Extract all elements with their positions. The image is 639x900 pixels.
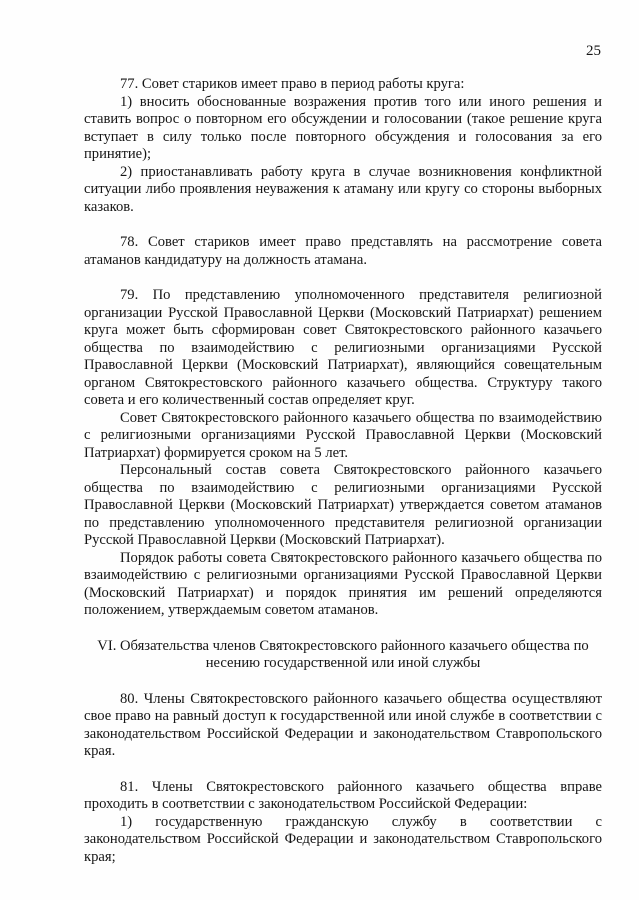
paragraph-79-staff: Персональный состав совета Святокрестовского районного казачьего общества по взаимодействию с религиозными организациями Русской Православной Церкви (Московский Патриархат) утверждается советом атаманов по представлению уполномоченного представителя религиозной организации Русской Православной Церкви (Московский Патриархат). bbox=[84, 462, 602, 548]
page-number: 25 bbox=[586, 43, 601, 59]
paragraph-79-order: Порядок работы совета Святокрестовского районного казачьего общества по взаимодействию с религиозными организациями Русской Православной Церкви (Московский Патриархат) и порядок принятия им решений определяются положением, утверждаемым советом атаманов. bbox=[84, 549, 602, 618]
paragraph-77-item-2: 2) приостанавливать работу круга в случае возникновения конфликтной ситуации либо проявления неуважения к атаману или кругу со стороны выборных казаков. bbox=[84, 163, 602, 215]
paragraph-78: 78. Совет стариков имеет право представлять на рассмотрение совета атаманов кандидатуру на должность атамана. bbox=[84, 234, 602, 268]
paragraph-79: 79. По представлению уполномоченного представителя религиозной организации Русской Православной Церкви (Московский Патриархат) решением круга может быть сформирован совет Святокрестовского районного казачьего общества по взаимодействию с религиозными организациями Русской Православной Церкви (Московский Патриархат), являющийся совещательным органом Святокрестовского районного казачьего общества. Структуру такого совета и его количественный состав определяет круг. bbox=[84, 287, 602, 408]
paragraph-77-item-1: 1) вносить обоснованные возражения против того или иного решения и ставить вопрос о повторном его обсуждении и голосовании (такое решение круга вступает в силу только после повторного обсуждения и голосования за его принятие); bbox=[84, 93, 602, 162]
section-heading: VI. Обязательства членов Святокрестовского районного казачьего общества по несению государственной или иной службы bbox=[97, 637, 589, 671]
paragraph-79-term: Совет Святокрестовского районного казачьего общества по взаимодействию с религиозными организациями Русской Православной Церкви (Московский Патриархат) формируется сроком на 5 лет. bbox=[84, 409, 602, 461]
document-body bbox=[84, 76, 602, 866]
paragraph-81-intro: 81. Члены Святокрестовского районного казачьего общества вправе проходить в соответствии с законодательством Российской Федерации: bbox=[84, 778, 602, 812]
paragraph-77-intro: 77. Совет стариков имеет право в период работы круга: bbox=[120, 76, 465, 92]
paragraph-81-item-1: 1) государственную гражданскую службу в соответствии с законодательством Российской Федерации и законодательством Ставропольского края; bbox=[84, 813, 602, 865]
paragraph-80: 80. Члены Святокрестовского районного казачьего общества осуществляют свое право на равный доступ к государственной или иной службе в соответствии с законодательством Российской Федерации и законодательством Ставропольского края. bbox=[84, 690, 602, 759]
